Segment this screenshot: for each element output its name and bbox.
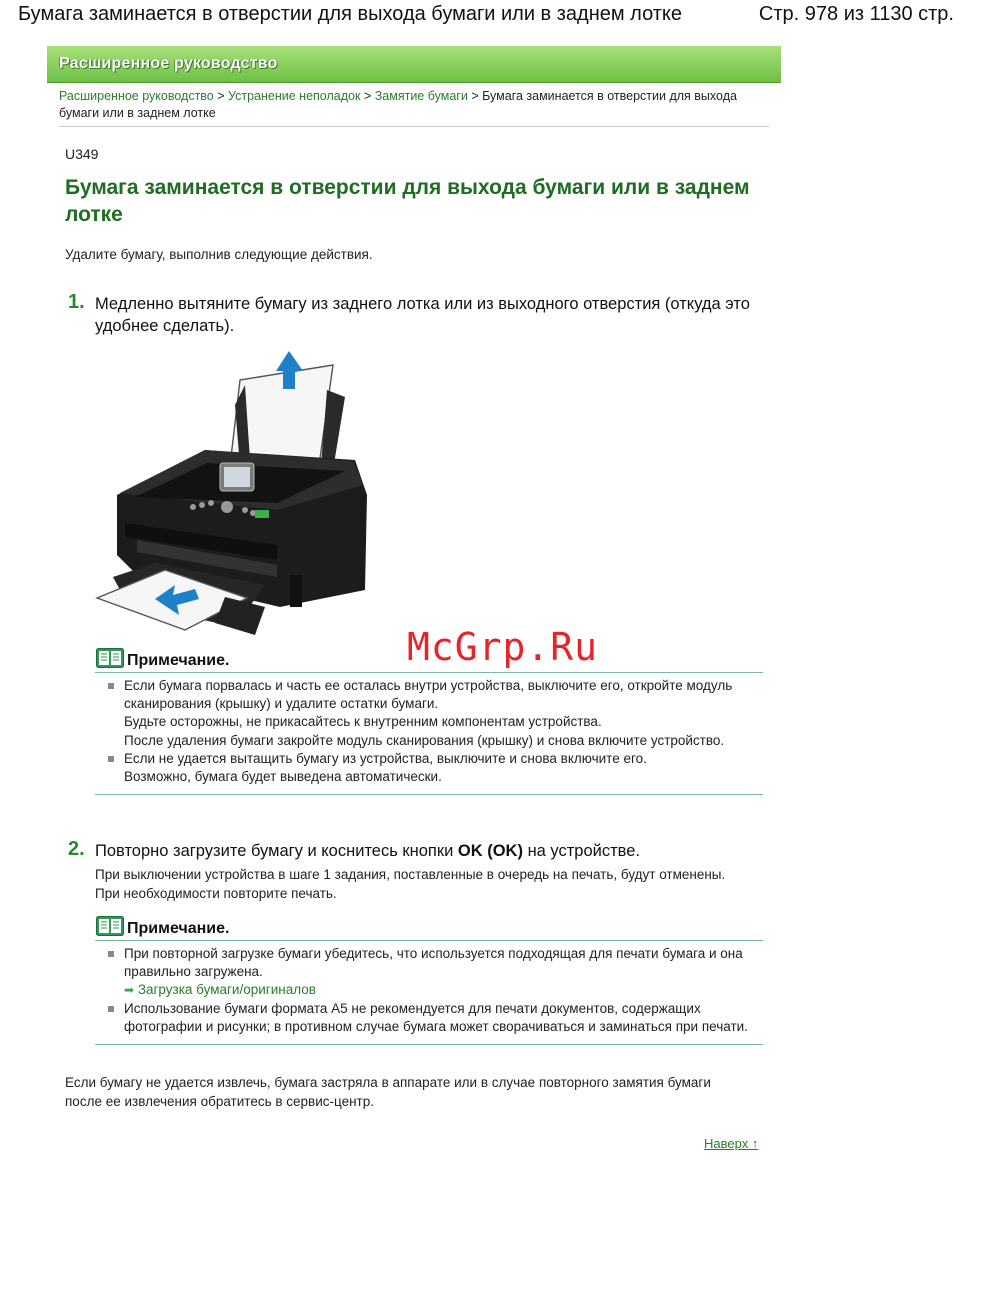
note-list: [95, 673, 763, 795]
banner-title: Расширенное руководство: [59, 55, 278, 72]
error-code: U349: [65, 146, 99, 162]
breadcrumb: [59, 88, 764, 122]
page-counter: Стр. 978 из 1130 стр.: [758, 3, 954, 25]
step-2-description: При выключении устройства в шаге 1 задания, поставленные в очередь на печать, будут отменены. При необходимости повторите печать.: [95, 867, 726, 901]
note-item: [95, 750, 763, 786]
intro-text: Удалите бумагу, выполнив следующие действия.: [65, 247, 373, 262]
step-text: [95, 840, 755, 862]
breadcrumb-link-guide[interactable]: Расширенное руководство: [59, 89, 214, 103]
note-title: Примечание.: [127, 920, 230, 937]
bullet-icon: [108, 1006, 114, 1012]
guide-banner: [47, 46, 781, 83]
bullet-icon: [108, 683, 114, 689]
note-header: [95, 914, 763, 941]
load-paper-link[interactable]: Загрузка бумаги/оригиналов: [137, 982, 316, 998]
step-number: 1.: [68, 291, 85, 313]
note-title: Примечание.: [127, 652, 230, 669]
step-text-after: на устройстве.: [527, 842, 641, 860]
breadcrumb-separator: >: [363, 89, 372, 103]
breadcrumb-separator: >: [471, 89, 479, 103]
note-line: Если бумага порвалась и часть ее осталась внутри устройства, выключите его, откройте модуль сканирования (крышку) и удалите остатки бумаги.: [124, 678, 733, 712]
page-header: [0, 0, 1000, 34]
note-item: [95, 1000, 763, 1036]
note-header: [95, 646, 763, 673]
bullet-icon: [108, 756, 114, 762]
note-item: [95, 945, 763, 1000]
note-line: Использование бумаги формата A5 не рекомендуется для печати документов, содержащих фотографии и рисунки; в противном случае бумага может сворачиваться и заминаться при печати.: [124, 1000, 748, 1034]
note-line: Если не удается вытащить бумагу из устройства, выключите и снова включите его.: [124, 750, 647, 766]
document-title: Бумага заминается в отверстии для выхода бумаги или в заднем лотке: [18, 3, 683, 25]
page-title: Бумага заминается в отверстии для выхода бумаги или в заднем лотке: [65, 176, 750, 226]
back-to-top-label: Наверх: [704, 1136, 749, 1151]
watermark: McGrp.Ru: [407, 625, 599, 669]
step-text-before: Повторно загрузите бумагу и коснитесь кнопки: [95, 842, 454, 860]
note-line: Будьте осторожны, не прикасайтесь к внутренним компонентам устройства.: [124, 714, 602, 730]
note-line: При повторной загрузке бумаги убедитесь, что используется подходящая для печати бумага и она правильно загружена.: [124, 946, 743, 980]
book-icon: [96, 916, 124, 936]
breadcrumb-link-troubleshooting[interactable]: Устранение неполадок: [228, 89, 361, 103]
step-text: Медленно вытяните бумагу из заднего лотка или из выходного отверстия (откуда это удобнее сделать).: [95, 295, 750, 335]
printer-illustration: [95, 345, 395, 645]
arrow-right-icon: ➡: [124, 983, 135, 998]
note-1: [95, 646, 763, 795]
note-line: Возможно, бумага будет выведена автоматически.: [124, 769, 442, 785]
breadcrumb-divider: [59, 126, 769, 127]
note-line: После удаления бумаги закройте модуль сканирования (крышку) и снова включите устройство.: [124, 732, 725, 748]
bullet-icon: [108, 951, 114, 957]
step-number: 2.: [68, 838, 85, 860]
breadcrumb-current: Бумага заминается в отверстии для выхода бумаги или в заднем лотке: [59, 89, 737, 120]
ok-button-name: OK (OK): [457, 842, 523, 860]
note-link-row: [124, 981, 763, 999]
note-item: [95, 677, 763, 750]
back-to-top-link[interactable]: [704, 1136, 758, 1151]
closing-text: Если бумагу не удается извлечь, бумага застряла в аппарате или в случае повторного замятия бумаги после ее извлечения обратитесь в сервис-центр.: [65, 1075, 711, 1109]
arrow-up-small-icon: ↑: [751, 1136, 759, 1151]
note-list: [95, 941, 763, 1045]
note-2: [95, 914, 763, 1045]
breadcrumb-separator: >: [217, 89, 225, 103]
breadcrumb-link-paper-jams[interactable]: Замятие бумаги: [374, 89, 468, 103]
book-icon: [96, 648, 124, 668]
